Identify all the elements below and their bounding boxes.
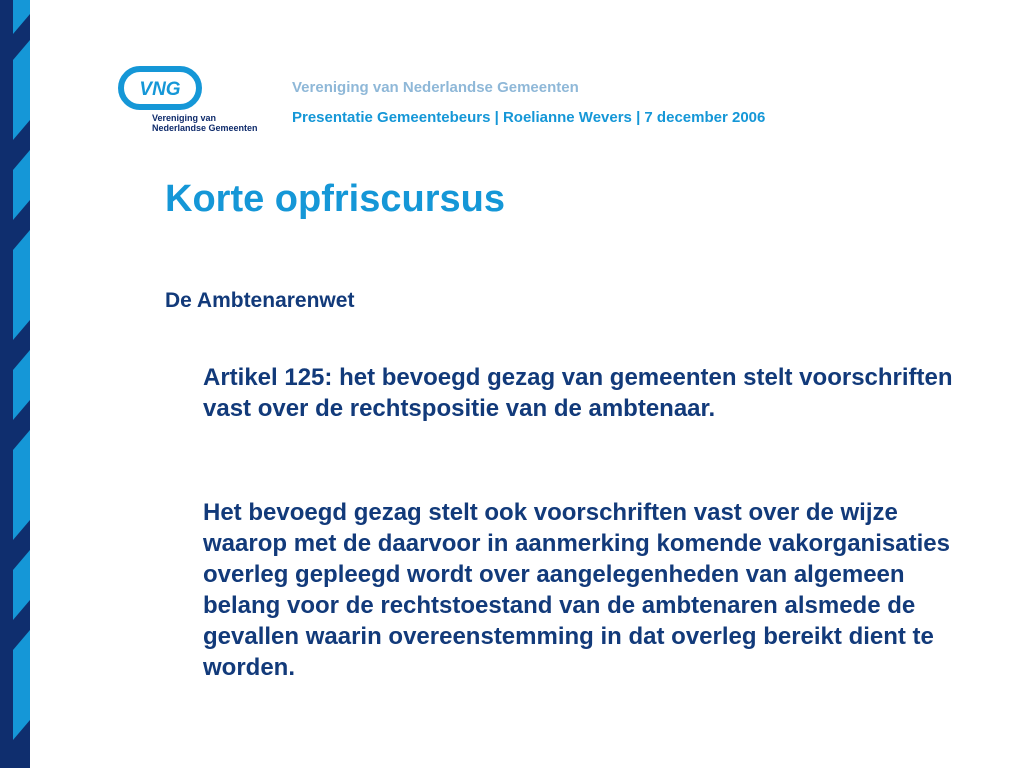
- logo-acronym: VNG: [139, 79, 181, 100]
- logo-subtitle: [152, 113, 258, 133]
- logo-subtitle-line-2: Nederlandse Gemeenten: [152, 123, 258, 133]
- slide-subtitle: De Ambtenarenwet: [165, 289, 355, 312]
- decorative-side-band: [0, 0, 30, 768]
- organization-name: Vereniging van Nederlandse Gemeenten: [292, 79, 579, 96]
- vng-logo-mark: [118, 66, 208, 112]
- paragraph-article-125: Artikel 125: het bevoegd gezag van gemeenten stelt voorschriften vast over de rechtspositie van de ambtenaar.: [203, 364, 953, 422]
- presentation-info: Presentatie Gemeentebeurs | Roelianne Wevers | 7 december 2006: [292, 109, 766, 126]
- slide-title: Korte opfriscursus: [165, 178, 505, 220]
- paragraph-consultation: Het bevoegd gezag stelt ook voorschriften vast over de wijze waarop met de daarvoor in aanmerking komende vakorganisaties overleg gepleegd wordt over aangelegenheden van algemeen belang voor de rechtstoestand van de ambtenaren alsmede de gevallen waarin overeenstemming in dat overleg bereikt dient te worden.: [203, 499, 950, 681]
- logo-subtitle-line-1: Vereniging van: [152, 113, 217, 123]
